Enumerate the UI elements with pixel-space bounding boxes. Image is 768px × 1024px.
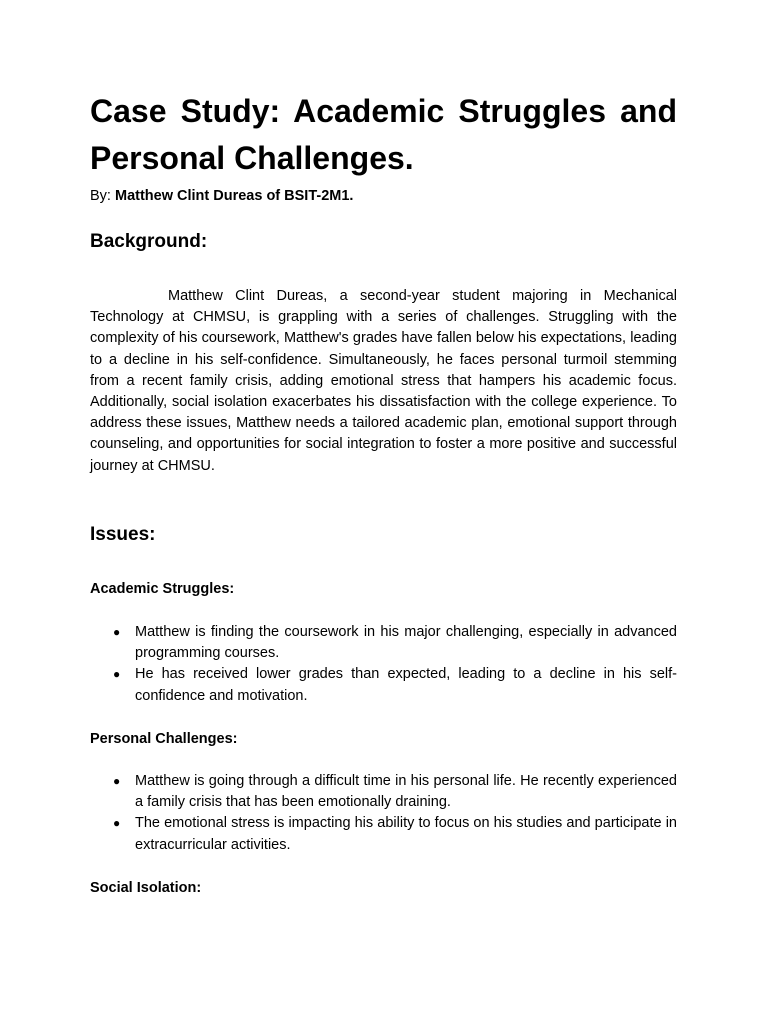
byline [90, 186, 353, 206]
background-heading: Background: [90, 231, 208, 252]
bullet-icon: ● [113, 774, 121, 788]
issues-heading: Issues: [90, 524, 156, 545]
list-item-text: He has received lower grades than expected, leading to a decline in his self-confidence and motivation. [135, 666, 677, 704]
personal-challenges-list [90, 771, 677, 856]
byline-prefix: By: [90, 188, 115, 204]
document-title: Case Study: Academic Struggles and Personal Challenges. [90, 93, 677, 176]
list-item [90, 813, 677, 855]
list-item [90, 664, 677, 706]
academic-struggles-heading: Academic Struggles: [90, 581, 235, 597]
background-paragraph: Matthew Clint Dureas, a second-year student majoring in Mechanical Technology at CHMSU, is grappling with a series of challenges. Struggling with the complexity of his coursework, Matthew's grades have fallen below his expectations, leading to a decline in his self-confidence. Simultaneously, he faces personal turmoil stemming from a recent family crisis, adding emotional stress that hampers his academic focus. Additionally, social isolation exacerbates his dissatisfaction with the college experience. To address these issues, Matthew needs a tailored academic plan, emotional support through counseling, and opportunities for social integration to foster a more positive and successful journey at CHMSU. [90, 288, 677, 474]
bullet-icon: ● [113, 816, 121, 831]
list-item-text: The emotional stress is impacting his ability to focus on his studies and participate in extracurricular activities. [135, 815, 677, 853]
list-item-text: Matthew is finding the coursework in his major challenging, especially in advanced programming courses. [135, 624, 677, 662]
byline-author: Matthew Clint Dureas of BSIT-2M1. [114, 188, 354, 204]
list-item-text: Matthew is going through a difficult time in his personal life. He recently experienced a family crisis that has been emotionally draining. [135, 773, 677, 811]
academic-struggles-list [90, 622, 677, 707]
personal-challenges-heading: Personal Challenges: [90, 731, 238, 747]
list-item [90, 622, 677, 664]
list-item [90, 771, 677, 813]
bullet-icon: ● [113, 625, 121, 639]
bullet-icon: ● [113, 667, 121, 682]
social-isolation-heading: Social Isolation: [90, 880, 202, 896]
